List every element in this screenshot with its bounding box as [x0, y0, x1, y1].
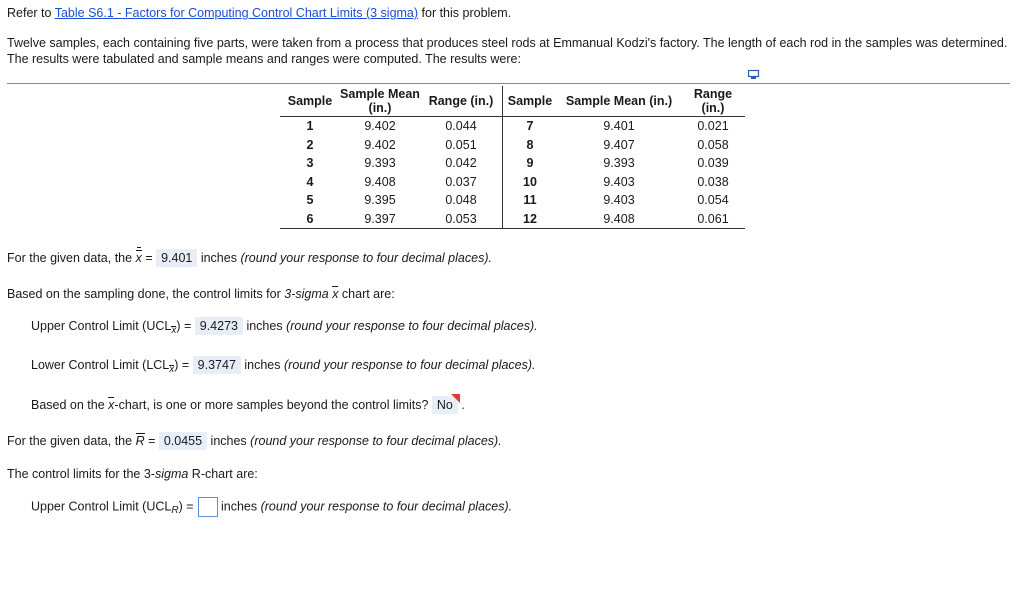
cell: 6: [306, 211, 314, 226]
cell: 0.058: [697, 137, 729, 152]
cell: 0.054: [697, 193, 729, 208]
r-chart-intro: The control limits for the 3-sigma R-chart are:: [7, 467, 258, 481]
cell: 0.038: [697, 174, 729, 189]
x-bar-subscript: x: [171, 325, 177, 336]
col-range: Range (in.): [420, 86, 503, 117]
cell: 0.048: [445, 193, 477, 208]
x-bar-subscript: x: [169, 364, 175, 375]
cell: 2: [306, 137, 314, 152]
col-range-2: Range (in.): [681, 86, 745, 117]
cell: 0.044: [445, 119, 477, 134]
col-sample-2: Sample: [503, 86, 558, 117]
cell: 9.403: [603, 193, 635, 208]
table-row: [280, 154, 745, 173]
cell: 0.042: [445, 156, 477, 171]
table-row: [280, 191, 745, 210]
x-bar-symbol: x: [108, 398, 115, 412]
col-sample-mean: Sample Mean (in.): [340, 87, 420, 115]
x-double-bar-symbol: x: [136, 251, 142, 265]
samples-table: [280, 86, 745, 229]
table-row: [280, 210, 745, 229]
lcl-x-answer[interactable]: 9.3747: [193, 356, 241, 374]
cell: 1: [306, 119, 314, 134]
beyond-limits-question: Based on the x-chart, is one or more samples beyond the control limits? No .: [31, 396, 465, 414]
intro-line: Refer to Table S6.1 - Factors for Computing Control Chart Limits (3 sigma) for this problem.: [7, 6, 512, 20]
cell: 5: [306, 193, 314, 208]
cell: 0.053: [445, 211, 477, 226]
dropdown-flag-icon: [451, 394, 460, 403]
cell: 8: [503, 136, 558, 155]
table-row: [280, 117, 745, 136]
problem-text: Twelve samples, each containing five parts, were taken from a process that produces steel rods at Emmanual Kodzi's factory. The length of each rod in the samples was determined. The results were tabulated and sample means and ranges were computed. The results were:: [7, 36, 1008, 66]
cell: 9.402: [364, 137, 396, 152]
cell: 9.395: [364, 193, 396, 208]
rbar-question: For the given data, the R = 0.0455 inches (round your response to four decimal places).: [7, 434, 502, 448]
rbar-answer[interactable]: 0.0455: [159, 432, 207, 450]
cell: 9.408: [603, 211, 635, 226]
cell: 4: [306, 174, 314, 189]
ucl-x-question: Upper Control Limit (UCL x) = 9.4273 inches (round your response to four decimal places).: [31, 319, 538, 336]
ucl-r-input[interactable]: [198, 497, 218, 517]
copy-table-icon[interactable]: [748, 69, 761, 80]
cell: 9.403: [603, 174, 635, 189]
cell: 10: [503, 173, 558, 192]
cell: 12: [503, 210, 558, 229]
ucl-x-answer[interactable]: 9.4273: [195, 317, 243, 335]
table-row: [280, 136, 745, 155]
cell: 9.401: [603, 119, 635, 134]
cell: 9.393: [364, 156, 396, 171]
lcl-x-question: Lower Control Limit (LCL x) = 9.3747 inches (round your response to four decimal places).: [31, 358, 536, 375]
cell: 0.037: [445, 174, 477, 189]
cell: 9.407: [603, 137, 635, 152]
cell: 9: [503, 154, 558, 173]
ucl-r-question: Upper Control Limit $(UCL_R)$ = inches (round your response to four decimal places).: [31, 497, 512, 517]
cell: 3: [306, 156, 314, 171]
x-bar-symbol: x: [332, 287, 339, 301]
r-bar-symbol: R: [135, 434, 145, 448]
cell: 11: [503, 191, 558, 210]
cell: 0.061: [697, 211, 729, 226]
xbarbar-answer[interactable]: 9.401: [156, 249, 197, 267]
cell: 9.397: [364, 211, 396, 226]
cell: 9.402: [364, 119, 396, 134]
beyond-limits-select[interactable]: No: [432, 396, 458, 414]
factors-table-link[interactable]: Table S6.1 - Factors for Computing Control Chart Limits (3 sigma): [54, 6, 419, 20]
cell: 9.393: [603, 156, 635, 171]
xbarbar-question: For the given data, the x = 9.401 inches (round your response to four decimal places).: [7, 249, 492, 267]
col-sample: Sample: [280, 86, 340, 117]
control-limits-intro: Based on the sampling done, the control limits for 3-sigma x chart are:: [7, 287, 395, 301]
cell: 0.039: [697, 156, 729, 171]
cell: 0.021: [697, 119, 729, 134]
divider: [7, 83, 1010, 84]
table-row: [280, 173, 745, 192]
table-header-row: [280, 86, 745, 117]
cell: 0.051: [445, 137, 477, 152]
cell: 7: [503, 117, 558, 136]
cell: 9.408: [364, 174, 396, 189]
col-sample-mean-2: Sample Mean (in.): [557, 86, 681, 117]
